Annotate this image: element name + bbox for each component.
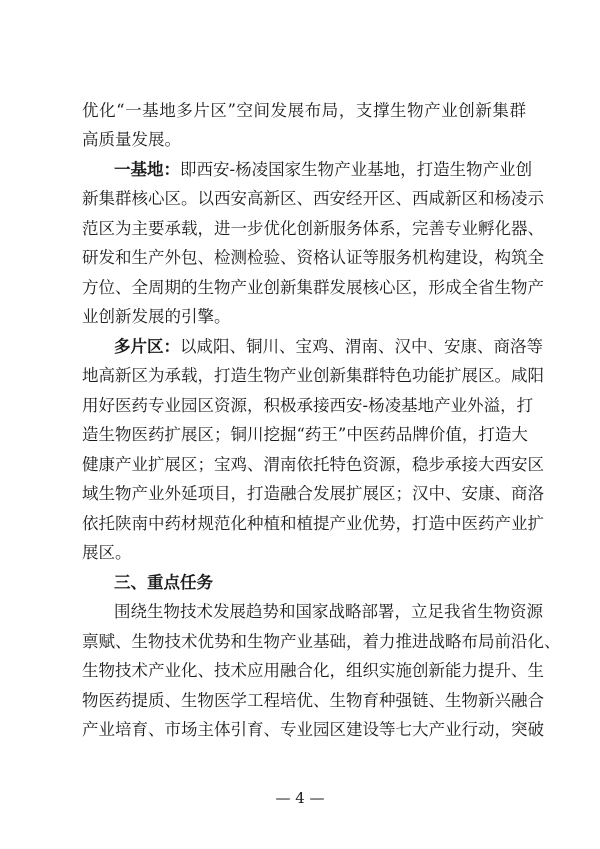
paragraph-3-line-8: 展区。 [82,543,132,562]
paragraph-3-line-2: 地高新区为承载，打造生物产业创新集群特色功能扩展区。咸阳 [82,366,544,385]
paragraph-3-line-4: 造生物医药扩展区；铜川挖掘“药王”中医药品牌价值，打造大 [82,425,528,444]
paragraph-2-lead: 一基地： [114,160,180,179]
paragraph-3-line-1 [114,332,543,362]
paragraph-4-line-5: 产业培育、市场主体引育、专业园区建设等七大产业行动，突破 [82,720,544,739]
paragraph-2-line-2: 新集群核心区。以西安高新区、西安经开区、西咸新区和杨凌示 [82,189,544,208]
paragraph-4-line-1: 围绕生物技术发展趋势和国家战略部署，立足我省生物资源 [114,602,543,621]
paragraph-4-line-3: 生物技术产业化、技术应用融合化，组织实施创新能力提升、生 [82,661,544,680]
paragraph-2-line-1 [114,155,533,185]
paragraph-2-line-5: 方位、全周期的生物产业创新集群发展核心区，形成全省生物产 [82,278,544,297]
paragraph-2-line-4: 研发和生产外包、检测检验、资格认证等服务机构建设，构筑全 [82,248,544,267]
paragraph-3-line-7: 依托陕南中药材规范化种植和植提产业优势，打造中医药产业扩 [82,514,544,533]
paragraph-1-line-1: 优化“一基地多片区”空间发展布局，支撑生物产业创新集群 [82,101,526,120]
paragraph-2-line-3: 范区为主要承载，进一步优化创新服务体系，完善专业孵化器、 [82,219,544,238]
paragraph-4-line-4: 物医药提质、生物医学工程培优、生物育种强链、生物新兴融合 [82,691,544,710]
paragraph-3-line-6: 域生物产业外延项目，打造融合发展扩展区；汉中、安康、商洛 [82,484,544,503]
paragraph-3-line-1-text: 以咸阳、铜川、宝鸡、渭南、汉中、安康、商洛等 [180,337,543,356]
paragraph-3-line-5: 健康产业扩展区；宝鸡、渭南依托特色资源，稳步承接大西安区 [82,455,544,474]
paragraph-3-line-3: 用好医药专业园区资源，积极承接西安-杨凌基地产业外溢，打 [82,396,534,415]
paragraph-2-line-6: 业创新发展的引擎。 [82,307,231,326]
section-heading: 三、重点任务 [114,573,213,592]
paragraph-2-line-1-text: 即西安-杨凌国家生物产业基地，打造生物产业创 [180,160,533,179]
paragraph-4-line-2: 禀赋、生物技术优势和生物产业基础，着力推进战略布局前沿化、 [82,632,561,651]
paragraph-1-line-2: 高质量发展。 [82,130,181,149]
paragraph-3-lead: 多片区： [114,337,180,356]
page-number: — 4 — [275,789,325,807]
